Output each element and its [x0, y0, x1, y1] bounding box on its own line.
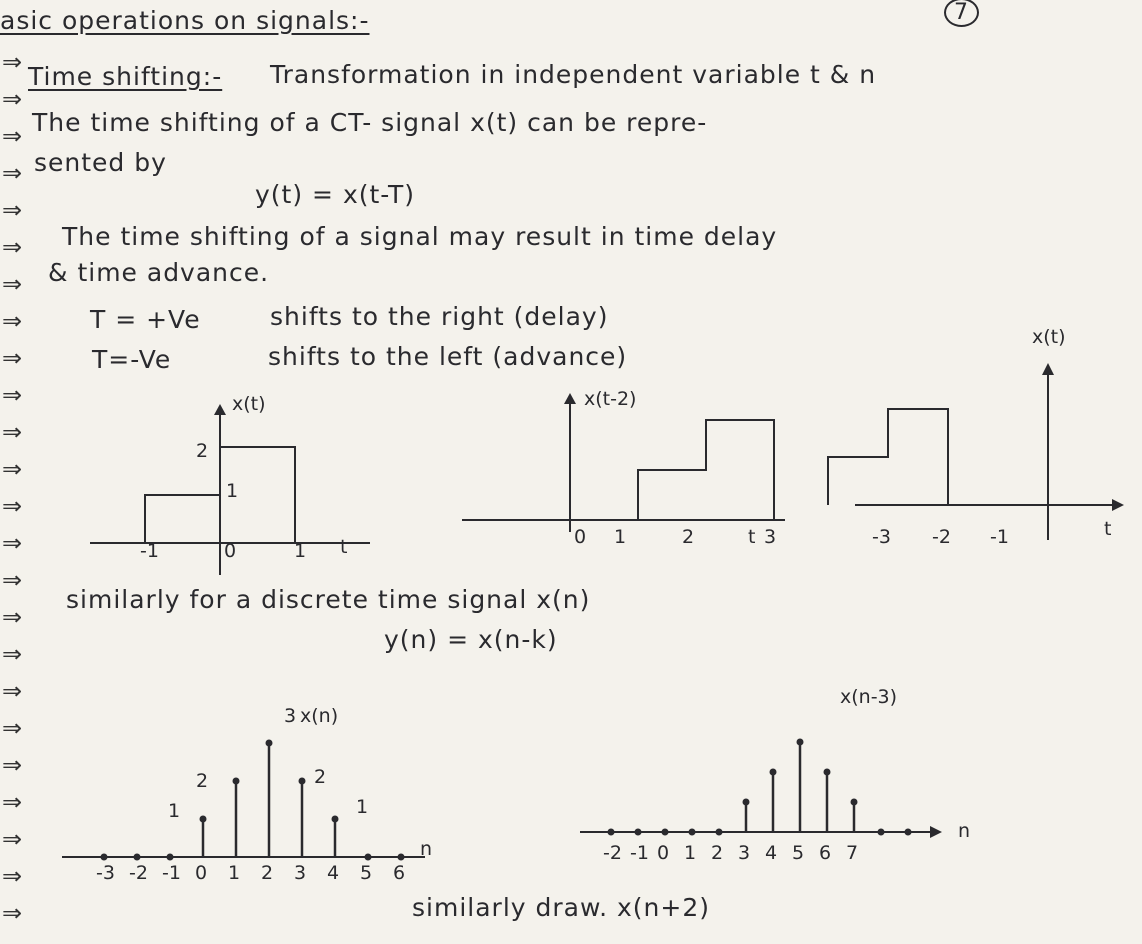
plot2-xtick: 1 [614, 526, 627, 548]
stem-point [689, 829, 696, 836]
plot3-xlabel: t [1104, 518, 1112, 540]
margin-arrow-icon: ⇒ [2, 307, 23, 335]
plot4-title: x(n) [300, 705, 339, 727]
x-tick-label: 4 [327, 862, 340, 884]
stem-point [266, 740, 273, 747]
plot3-x-arrow [1112, 499, 1124, 511]
text-line: similarly for a discrete time signal x(n) [66, 585, 591, 614]
x-tick-label: -2 [129, 862, 148, 884]
stem-point [797, 739, 804, 746]
margin-arrow-icon: ⇒ [2, 344, 23, 372]
text-line: similarly draw. x(n+2) [412, 893, 711, 922]
plot4-value-label: 3 [284, 705, 297, 727]
plot3-title: x(t) [1032, 326, 1066, 348]
stem-point [101, 854, 108, 861]
plot2-xtick: 2 [682, 526, 695, 548]
stem-point [662, 829, 669, 836]
plot5-x-arrow [930, 826, 942, 838]
x-tick-label: 5 [360, 862, 373, 884]
x-tick-label: 3 [738, 842, 751, 864]
margin-arrow-icon: ⇒ [2, 85, 23, 113]
plot3-xtick: -1 [990, 526, 1009, 548]
x-tick-label: 6 [393, 862, 406, 884]
plot1-ytick: 2 [196, 440, 209, 462]
section-label-time-shifting: Time shifting:- [28, 62, 223, 91]
text-line: The time shifting of a signal may result in time delay [62, 222, 778, 251]
plot4-xlabel: n [420, 838, 433, 860]
plot1-xtick: 0 [224, 540, 237, 562]
plot2-title: x(t-2) [584, 388, 637, 410]
margin-arrow-icon: ⇒ [2, 751, 23, 779]
plot3-xtick: -2 [932, 526, 951, 548]
x-tick-label: 1 [684, 842, 697, 864]
stem-point [200, 816, 207, 823]
margin-arrow-icon: ⇒ [2, 122, 23, 150]
x-tick-label: 3 [294, 862, 307, 884]
text-line: sented by [34, 148, 167, 177]
margin-arrow-icon: ⇒ [2, 529, 23, 557]
stem-point [299, 778, 306, 785]
plot2-y-arrow [564, 393, 576, 404]
margin-arrow-icon: ⇒ [2, 270, 23, 298]
x-tick-label: 0 [195, 862, 208, 884]
x-tick-label: 7 [846, 842, 859, 864]
page-heading: asic operations on signals:- [0, 6, 370, 35]
x-tick-label: -1 [630, 842, 649, 864]
x-tick-label: 1 [228, 862, 241, 884]
margin-arrow-icon: ⇒ [2, 714, 23, 742]
text-line: Transformation in independent variable t & n [270, 60, 877, 89]
stem-point [233, 778, 240, 785]
plot1-xtick: -1 [140, 540, 159, 562]
margin-arrow-icon: ⇒ [2, 566, 23, 594]
plot4-value-label: 2 [196, 770, 209, 792]
margin-arrow-icon: ⇒ [2, 492, 23, 520]
plot2-xtick: 3 [764, 526, 777, 548]
plot1-xlabel: t [340, 536, 348, 558]
margin-arrow-icon: ⇒ [2, 233, 23, 261]
margin-arrow-icon: ⇒ [2, 603, 23, 631]
x-tick-label: -1 [162, 862, 181, 884]
margin-arrow-icon: ⇒ [2, 455, 23, 483]
text-line: The time shifting of a CT- signal x(t) can be repre- [32, 108, 708, 137]
equation-dt: y(n) = x(n-k) [384, 625, 558, 654]
plot3-signal [828, 409, 948, 505]
plot5-xlabel: n [958, 820, 971, 842]
text-line: T = +Ve [90, 305, 201, 334]
x-tick-label: 0 [657, 842, 670, 864]
plot1-title: x(t) [232, 393, 266, 415]
plot2-signal [638, 420, 774, 520]
plot4-value-label: 2 [314, 766, 327, 788]
stem-point [905, 829, 912, 836]
margin-arrow-icon: ⇒ [2, 418, 23, 446]
plot3-y-arrow [1042, 363, 1054, 375]
text-line: shifts to the left (advance) [268, 342, 628, 371]
plot5-title: x(n-3) [840, 686, 898, 708]
stem-point [716, 829, 723, 836]
x-tick-label: 2 [261, 862, 274, 884]
x-tick-label: 6 [819, 842, 832, 864]
stem-point [608, 829, 615, 836]
plot3-xtick: -3 [872, 526, 891, 548]
margin-arrow-icon: ⇒ [2, 677, 23, 705]
margin-arrow-icon: ⇒ [2, 381, 23, 409]
plot1-xtick: 1 [294, 540, 307, 562]
x-tick-label: 4 [765, 842, 778, 864]
stem-point [824, 769, 831, 776]
stem-point [167, 854, 174, 861]
x-tick-label: -2 [603, 842, 622, 864]
plot1-ytick: 1 [226, 480, 239, 502]
plot5-stems [608, 739, 912, 836]
margin-arrow-icon: ⇒ [2, 825, 23, 853]
margin-arrow-icon: ⇒ [2, 899, 23, 927]
stem-point [635, 829, 642, 836]
margin-arrow-icon: ⇒ [2, 159, 23, 187]
stem-point [743, 799, 750, 806]
stem-point [770, 769, 777, 776]
margin-arrow-icon: ⇒ [2, 862, 23, 890]
stem-point [134, 854, 141, 861]
plot4-value-label: 1 [356, 796, 369, 818]
margin-arrow-icon: ⇒ [2, 640, 23, 668]
stem-point [332, 816, 339, 823]
text-line: & time advance. [48, 258, 270, 287]
margin-arrow-icon: ⇒ [2, 196, 23, 224]
stem-point [365, 854, 372, 861]
plot2-xlabel: t [748, 526, 756, 548]
x-tick-label: 2 [711, 842, 724, 864]
plot1-y-arrow [214, 404, 226, 415]
text-line: shifts to the right (delay) [270, 302, 609, 331]
plot4-value-label: 1 [168, 800, 181, 822]
stem-point [398, 854, 405, 861]
x-tick-label: 5 [792, 842, 805, 864]
stem-point [878, 829, 885, 836]
x-tick-label: -3 [96, 862, 115, 884]
equation-ct: y(t) = x(t-T) [255, 180, 416, 209]
stem-point [851, 799, 858, 806]
margin-arrow-icon: ⇒ [2, 48, 23, 76]
text-line: T=-Ve [92, 345, 172, 374]
plot2-xtick: 0 [574, 526, 587, 548]
margin-arrow-icon: ⇒ [2, 788, 23, 816]
page-number: 7 [944, 0, 979, 27]
